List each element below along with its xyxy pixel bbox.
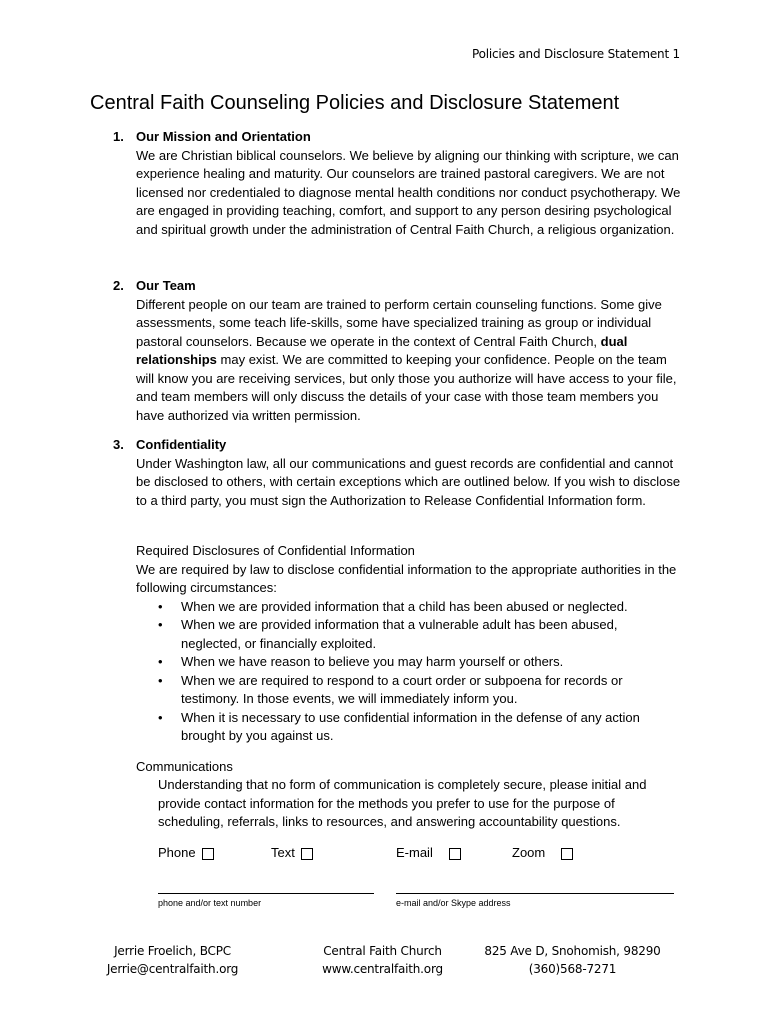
list-item bbox=[136, 598, 681, 617]
page-title: Central Faith Counseling Policies and Disclosure Statement bbox=[90, 92, 620, 114]
footer-contact-person bbox=[90, 942, 255, 978]
bullet-icon: • bbox=[158, 617, 163, 632]
footer-church bbox=[300, 942, 465, 978]
section-mission bbox=[113, 128, 683, 239]
section-number: 3. bbox=[113, 437, 124, 452]
section-body: We are Christian biblical counselors. We believe by aligning our thinking with scripture, we can experience healing and maturity. Our counselors are trained pastoral caregivers. We are not licensed nor credentialed to diagnose mental health conditions nor conduct psychotherapy. We are engaged in providing teaching, comfort, and support to any person desiring psychological and spiritual growth under the administration of Central Faith Church, a religious organization. bbox=[136, 147, 681, 237]
list-item-text: When we have reason to believe you may harm yourself or others. bbox=[181, 654, 564, 669]
list-item bbox=[136, 653, 681, 672]
bullet-icon: • bbox=[158, 709, 163, 725]
option-label: Text bbox=[271, 845, 295, 860]
running-head: Policies and Disclosure Statement 1 bbox=[471, 47, 680, 61]
phone-checkbox[interactable] bbox=[202, 848, 214, 860]
list-item bbox=[136, 709, 681, 746]
option-zoom bbox=[512, 845, 573, 860]
subsection-heading: Required Disclosures of Confidential Information bbox=[136, 543, 415, 558]
footer-website: www.centralfaith.org bbox=[322, 962, 443, 976]
list-item-text: When it is necessary to use confidential information in the defense of any action brought by you against us. bbox=[181, 709, 640, 743]
communications-heading: Communications bbox=[136, 759, 233, 774]
option-label: Phone bbox=[158, 845, 196, 860]
list-item-text: When we are provided information that a child has been abused or neglected. bbox=[181, 598, 628, 614]
bullet-icon: • bbox=[158, 654, 163, 669]
footer-email: Jerrie@centralfaith.org bbox=[106, 962, 239, 976]
option-label: Zoom bbox=[512, 845, 546, 860]
footer-phone: (360)568-7271 bbox=[528, 962, 617, 976]
option-email bbox=[396, 845, 461, 860]
list-item-text: When we are required to respond to a court order or subpoena for records or testimony. In those events, we will immediately inform you. bbox=[181, 672, 623, 706]
phone-caption: phone and/or text number bbox=[158, 898, 262, 908]
bullet-icon: • bbox=[158, 672, 163, 688]
subsection-intro: We are required by law to disclose confidential information to the appropriate authorities in the following circumstances: bbox=[136, 561, 677, 595]
option-text bbox=[271, 845, 313, 860]
list-item bbox=[136, 616, 681, 653]
body-text: Different people on our team are trained to perform certain counseling functions. Some give assessments, some teach life-skills, some have specialized training as group or individual pastoral counselors. Because we operate in the context of Central Faith Church, bbox=[136, 296, 662, 349]
phone-field[interactable] bbox=[158, 893, 374, 894]
section-body bbox=[136, 296, 683, 426]
section-team bbox=[113, 277, 683, 425]
footer-street: 825 Ave D, Snohomish, 98290 bbox=[484, 944, 661, 958]
section-confidentiality bbox=[113, 436, 683, 510]
bullet-icon: • bbox=[158, 598, 163, 614]
disclosure-list bbox=[136, 598, 681, 746]
communications-body: Understanding that no form of communication is completely secure, please initial and provide contact information for the methods you prefer to use for the purpose of scheduling, referrals, links to resources, and answering accountability questions. bbox=[158, 777, 647, 829]
zoom-checkbox[interactable] bbox=[561, 848, 573, 860]
section-heading: Our Mission and Orientation bbox=[136, 129, 311, 144]
section-number: 2. bbox=[113, 278, 124, 293]
list-item bbox=[136, 672, 681, 709]
section-number: 1. bbox=[113, 129, 124, 144]
section-heading: Our Team bbox=[136, 278, 196, 293]
footer-address bbox=[480, 942, 665, 978]
section-body: Under Washington law, all our communications and guest records are confidential and cannot be disclosed to others, with certain exceptions which are outlined below. If you wish to disclose to a third party, you must sign the Authorization to Release Confidential Information form. bbox=[136, 455, 681, 508]
required-disclosures bbox=[136, 542, 681, 746]
email-caption: e-mail and/or Skype address bbox=[396, 898, 511, 908]
text-checkbox[interactable] bbox=[301, 848, 313, 860]
option-label: E-mail bbox=[396, 845, 433, 860]
footer-church-name: Central Faith Church bbox=[323, 944, 442, 958]
body-text: may exist. We are committed to keeping your confidence. People on the team will know you are receiving services, but only those you authorize will have access to your file, and team members will only discuss the details of your case with those team members you have authorized via written permission. bbox=[136, 352, 677, 423]
option-phone bbox=[158, 845, 214, 860]
list-item-text: When we are provided information that a vulnerable adult has been abused, neglected, or financially exploited. bbox=[181, 617, 618, 651]
email-checkbox[interactable] bbox=[449, 848, 461, 860]
bold-term: dual relationships bbox=[136, 333, 628, 367]
email-field[interactable] bbox=[396, 893, 674, 894]
section-heading: Confidentiality bbox=[136, 437, 227, 452]
footer-name: Jerrie Froelich, BCPC bbox=[114, 944, 231, 958]
